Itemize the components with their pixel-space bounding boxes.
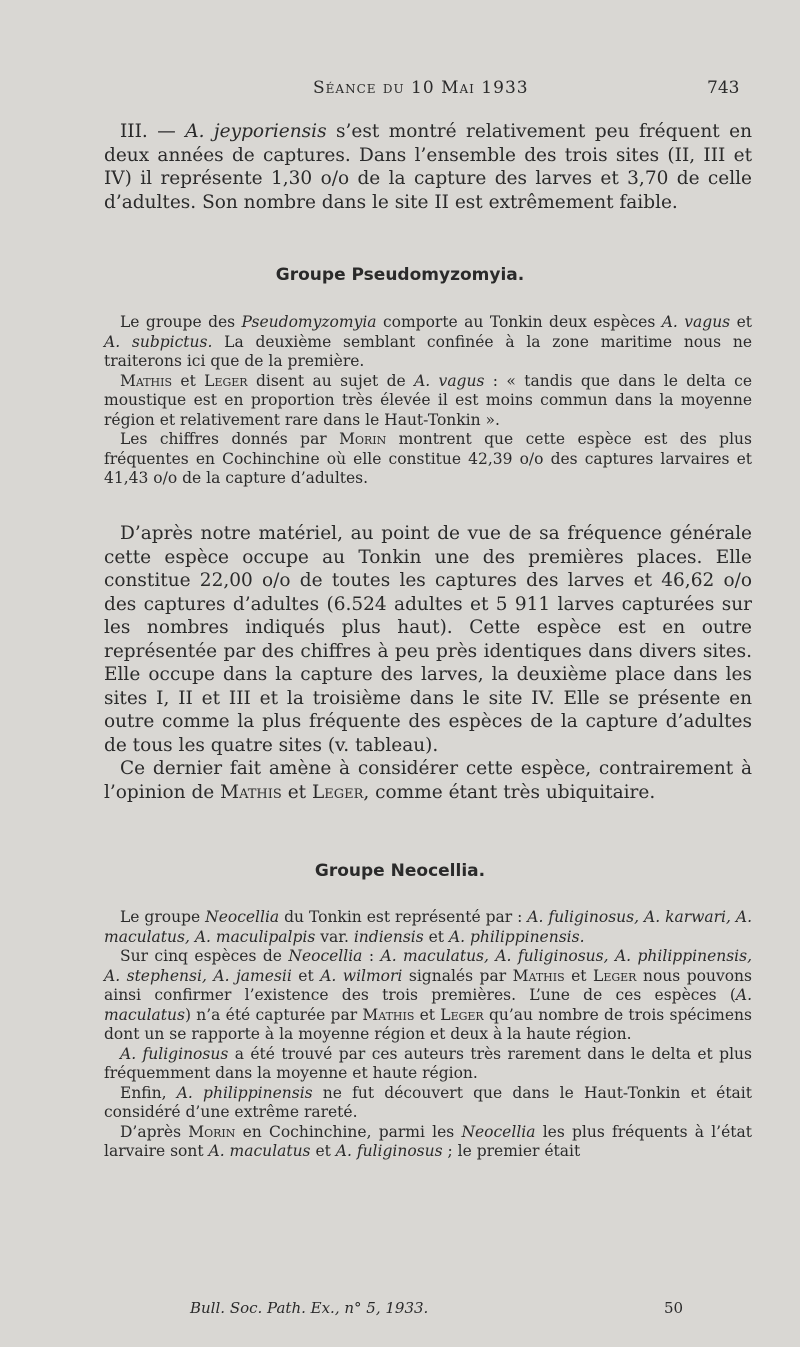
paragraph-neo-4 bbox=[104, 1084, 752, 1123]
author-name: Mathis bbox=[120, 371, 173, 390]
author-name: Mathis bbox=[512, 966, 565, 985]
paragraph-pseudo-4: D’après notre matériel, au point de vue de sa fréquence générale cette espèce occupe au Tonkin une des premières places. Elle constitue 22,00 o/o de toutes les captures des larves et 46,62 o/o des captures d’adultes (6.524 adultes et 5 911 larves capturées sur les nombres indiqués plus haut). Cette espèce est en outre représentée par des chiffres à peu près identiques dans divers sites. Elle occupe dans la capture des larves, la deuxième place dans les sites I, II et III et la troisième dans le site IV. Elle se présente en outre comme la plus fréquente des espèces de la capture d’adultes de tous les quatre sites (v. tableau). bbox=[104, 523, 752, 756]
paragraph-jeyporiensis bbox=[104, 120, 752, 214]
text: a été trouvé par ces auteurs très rarement dans le delta et plus fréquemment dans la moyenne et haute région. bbox=[104, 1044, 752, 1082]
author-name: Morin bbox=[339, 430, 387, 448]
running-title: Séance du 10 Mai 1933 bbox=[313, 78, 529, 98]
text: comporte au Tonkin deux espèces bbox=[376, 313, 662, 331]
text: La deuxième semblant confinée à la zone maritime nous ne traiterons ici que de la première. bbox=[104, 332, 752, 370]
text: Sur cinq espèces de bbox=[120, 947, 289, 965]
paragraph-pseudo-3 bbox=[104, 430, 752, 489]
author-name: Leger bbox=[440, 1005, 484, 1024]
text: du Tonkin est représenté par : bbox=[279, 908, 528, 926]
text: et bbox=[310, 1142, 336, 1160]
species-name: A. wilmori bbox=[320, 966, 403, 985]
species-name: A. philippinensis. bbox=[448, 927, 585, 946]
species-name: A. subpictus. bbox=[104, 332, 213, 351]
running-head bbox=[0, 78, 800, 102]
text: signalés par bbox=[402, 966, 513, 985]
paragraph-pseudo-2 bbox=[104, 372, 752, 431]
species-name: A. philippinensis bbox=[176, 1083, 313, 1102]
author-name: Leger bbox=[204, 371, 248, 390]
text: Ce dernier fait amène à considérer cette espèce, contrairement à l’opinion de bbox=[104, 758, 752, 803]
paragraph-pseudo-5 bbox=[104, 757, 752, 804]
text: Les chiffres donnés par bbox=[120, 430, 340, 448]
author-name: Morin bbox=[188, 1122, 236, 1141]
paragraph-pseudo-1 bbox=[104, 313, 752, 372]
species-name: A. fuliginosus bbox=[335, 1142, 443, 1160]
author-name: Leger bbox=[593, 966, 637, 985]
section-iii bbox=[104, 120, 752, 214]
text: D’après bbox=[120, 1122, 189, 1141]
text: et bbox=[291, 966, 321, 985]
text: ; le premier était bbox=[442, 1142, 581, 1160]
genus-name: Neocellia bbox=[205, 908, 280, 926]
text: Enfin, bbox=[120, 1083, 177, 1102]
genus-name: Neocellia bbox=[461, 1122, 536, 1141]
species-name: A. fuliginosus, bbox=[527, 908, 640, 926]
author-name: Mathis bbox=[362, 1005, 415, 1024]
text: , comme étant très ubiquitaire. bbox=[363, 781, 656, 803]
author-name: Mathis bbox=[220, 781, 282, 803]
para-text: s’est montré relativement peu fréquent en deux années de captures. Dans l’ensemble des trois sites (II, III et IV) il représente 1,30 o/o de la capture des larves et 3,70 de celle d’adultes. Son nombre dans le site II est extrêmement faible. bbox=[104, 121, 752, 213]
text: qu’au nombre de trois spécimens dont un se rapporte à la moyenne région et deux à la haute région. bbox=[104, 1005, 752, 1043]
paragraph-neo-3 bbox=[104, 1045, 752, 1084]
species-name: indiensis bbox=[353, 927, 424, 946]
page-number: 743 bbox=[707, 78, 740, 98]
text: var. bbox=[315, 927, 354, 946]
species-name: A. maculatus bbox=[208, 1142, 311, 1160]
author-name: Leger bbox=[311, 781, 364, 803]
species-name: A. vagus bbox=[414, 371, 485, 390]
heading-pseudomyzomyia: Groupe Pseudomyzomyia. bbox=[275, 265, 525, 285]
text: en Cochinchine, parmi les bbox=[235, 1122, 462, 1141]
text: Le groupe bbox=[120, 908, 206, 926]
text: : bbox=[362, 947, 381, 965]
text: les plus fréquents à l’état larvaire sont bbox=[104, 1122, 752, 1160]
sheet-signature: 50 bbox=[664, 1299, 684, 1317]
heading-neocellia: Groupe Neocellia. bbox=[314, 861, 486, 881]
species-name: A. fuliginosus bbox=[120, 1044, 229, 1063]
footer bbox=[0, 1299, 800, 1319]
text: et bbox=[172, 371, 205, 390]
species-name: A. vagus bbox=[661, 313, 731, 331]
text: : « tandis que dans le delta ce moustique est en proportion très élevée il est moins commun dans la moyenne région et relativement rare dans le Haut-Tonkin ». bbox=[104, 371, 752, 429]
genus-name: Pseudomyzomyia bbox=[241, 313, 377, 331]
species-name: A. karwari, A. maculatus, A. maculipalpis bbox=[104, 908, 752, 946]
text: et bbox=[564, 966, 594, 985]
section-neocellia bbox=[104, 908, 752, 1162]
text: ) n’a été capturée par bbox=[184, 1005, 363, 1024]
journal-citation: Bull. Soc. Path. Ex., n° 5, 1933. bbox=[190, 1299, 429, 1317]
text: et bbox=[423, 927, 449, 946]
text: disent au sujet de bbox=[247, 371, 415, 390]
section-pseudomyzomyia-small bbox=[104, 313, 752, 489]
section-pseudomyzomyia-large bbox=[104, 522, 752, 804]
paragraph-neo-1 bbox=[104, 908, 752, 947]
species-name: A. maculatus bbox=[104, 986, 752, 1024]
text: et bbox=[414, 1005, 441, 1024]
text: montrent que cette espèce est des plus fréquentes en Cochinchine où elle constitue 42,39 o/o des captures larvaires et 41,43 o/o de la capture d’adultes. bbox=[104, 430, 752, 487]
text: nous pouvons ainsi confirmer l’existence des trois premières. L’une de ces espèces ( bbox=[104, 966, 752, 1004]
text: ne fut découvert que dans le Haut-Tonkin et était considéré d’une extrême rareté. bbox=[104, 1083, 752, 1121]
species-name: A. maculatus, A. fuliginosus, A. philippinensis, A. stephensi, A. jamesii bbox=[104, 947, 753, 985]
paragraph-neo-2 bbox=[104, 947, 752, 1045]
text: et bbox=[730, 313, 752, 331]
text: et bbox=[281, 781, 312, 803]
text: Le groupe des bbox=[120, 313, 242, 331]
genus-name: Neocellia bbox=[288, 947, 363, 965]
species-name: A. jeyporiensis bbox=[185, 121, 327, 142]
paragraph-neo-5 bbox=[104, 1123, 752, 1162]
para-lead: III. — bbox=[120, 121, 186, 142]
